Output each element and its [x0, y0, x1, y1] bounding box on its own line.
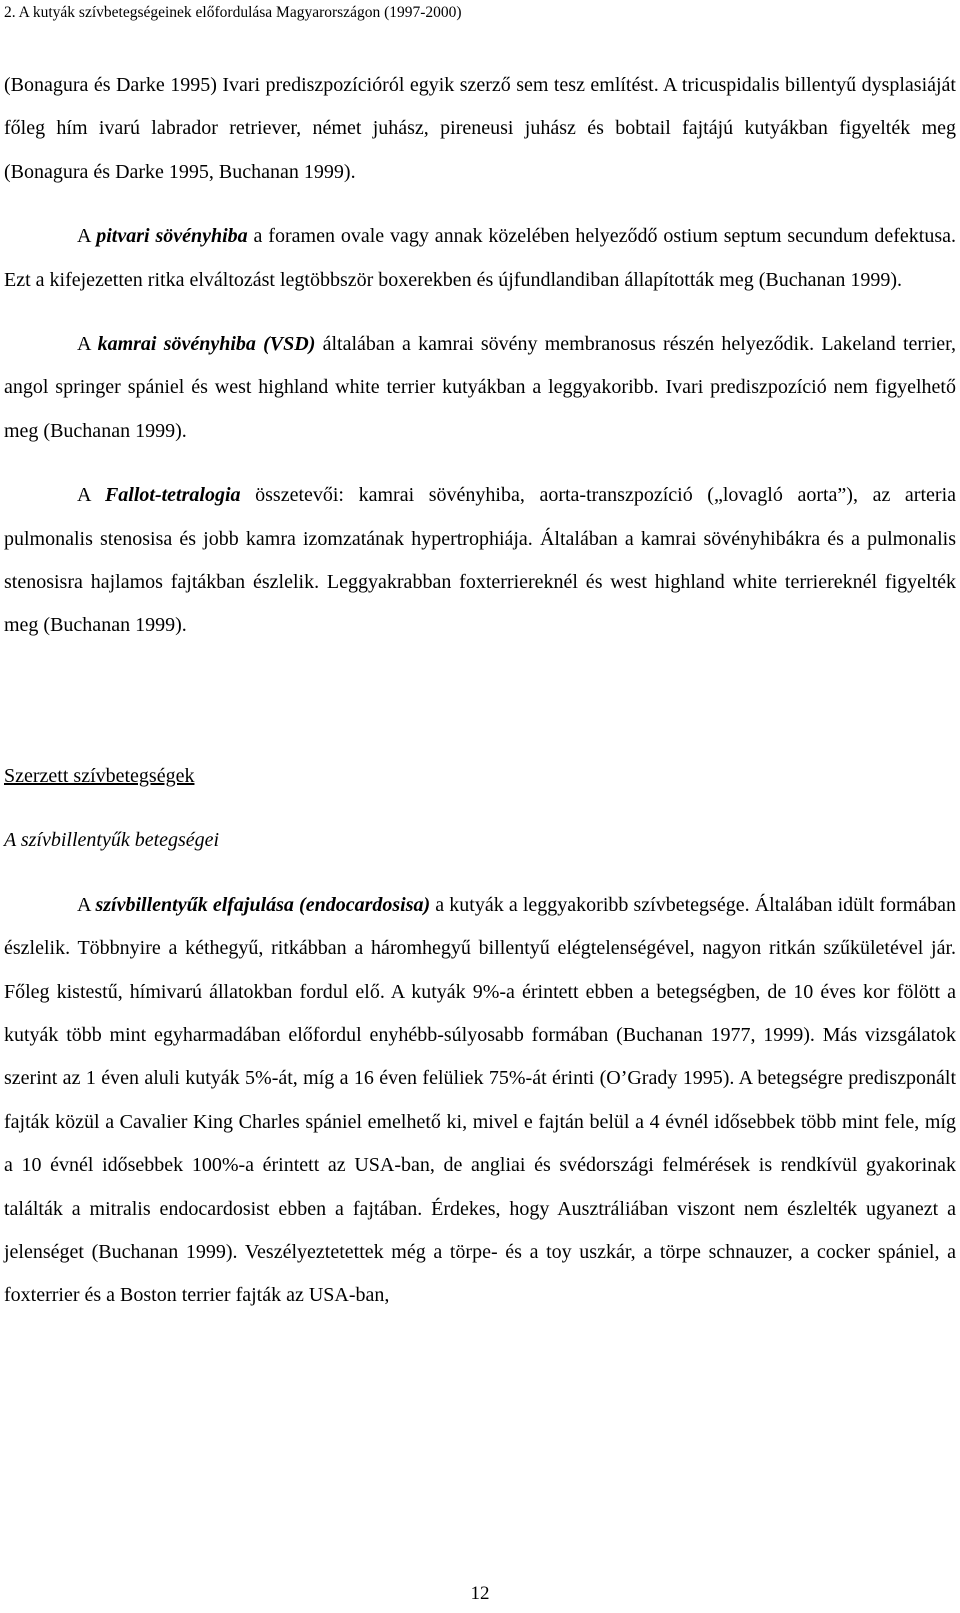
paragraph-lead: A: [77, 893, 96, 916]
page-number: 12: [470, 1583, 490, 1604]
paragraph-lead: A: [77, 484, 105, 507]
paragraph-tricuspid-dysplasia: (Bonagura és Darke 1995) Ivari prediszpozícióról egyik szerző sem tesz említést. A tricuspidalis billentyű dysplasiáját főleg hím ivarú labrador retriever, német juhász, pireneusi juhász és bobtail fajtájú kutyákban figyelték meg (Bonagura és Darke 1995, Buchanan 1999).: [4, 74, 956, 183]
paragraph-lead: A: [77, 225, 97, 248]
paragraph-valve-endocardosis: [4, 884, 956, 1318]
paragraph-lead: A: [77, 333, 98, 356]
paragraph-text: általában a kamrai sövény membranosus részén helyeződik. Lakeland terrier, angol springer spániel és west highland white terrier kutyákban a leggyakoribb. Ivari prediszpozíció nem figyelhető meg (Buchanan 1999).: [4, 333, 957, 442]
term-fallot-tetralogy: Fallot-tetralogia: [104, 484, 241, 507]
section-spacer: [4, 648, 956, 755]
subsection-heading: A szívbillentyűk betegségei: [4, 829, 220, 852]
term-ventricular-septal-defect: kamrai sövényhiba (VSD): [97, 333, 316, 356]
running-header: 2. A kutyák szívbetegségeinek előfordulása Magyarországon (1997-2000): [4, 4, 462, 21]
paragraph-text: a kutyák a leggyakoribb szívbetegsége. Általában idült formában észlelik. Többnyire a kéthegyű, ritkábban a háromhegyű billentyű elégtelenségével, nagyon ritkán szűkületével jár. Főleg kistestű, hímivarú állatokban fordul elő. A kutyák 9%-a érintett ebben a betegségben, de 10 éves kor fölött a kutyák több mint egyharmadában előfordul enyhébb-súlyosabb formában (Buchanan 1977, 1999). Más vizsgálatok szerint az 1 éven aluli kutyák 5%-át, míg a 16 éven felüliek 75%-át érinti (O’Grady 1995). A betegségre prediszponált fajták közül a Cavalier King Charles spániel emelhető ki, mivel e fajtán belül a 4 évnél idősebbek több mint fele, míg a 10 évnél idősebbek 100%-a érintett az USA-ban, de angliai és svédországi felmérések is rendkívül gyakorinak találták a mitralis endocardosist ebben a fajtában. Érdekes, hogy Ausztráliában viszont nem észlelték ugyanezt a jelenséget (Buchanan 1999). Veszélyeztetettek még a törpe- és a toy uszkár, a törpe schnauzer, a cocker spániel, a foxterrier és a Boston terrier fajták az USA-ban,: [4, 893, 956, 1307]
paragraph-atrial-septal-defect: [4, 215, 956, 302]
document-body: [4, 64, 956, 1318]
section-heading: Szerzett szívbetegségek: [4, 764, 195, 787]
term-atrial-septal-defect: pitvari sövényhiba: [96, 225, 248, 248]
paragraph-ventricular-septal-defect: [4, 323, 956, 453]
paragraph-text: a foramen ovale vagy annak közelében helyeződő ostium septum secundum defektusa. Ezt a kifejezetten ritka elváltozást legtöbbször boxerekben és újfundlandiban állapították meg (Buchanan 1999).: [4, 225, 957, 291]
paragraph-text: összetevői: kamrai sövényhiba, aorta-transzpozíció („lovagló aorta”), az arteria pulmonalis stenosisa és jobb kamra izomzatának hypertrophiája. Általában a kamrai sövényhibákra és a pulmonalis stenosisra hajlamos fajtákban észlelik. Leggyakrabban foxterriereknél és west highland white terriereknél figyelték meg (Buchanan 1999).: [4, 484, 956, 637]
heading-spacer: [4, 798, 956, 819]
heading-spacer: [4, 863, 956, 884]
paragraph-fallot-tetralogy: [4, 474, 956, 648]
term-valve-endocardosis: szívbillentyűk elfajulása (endocardosisa): [95, 893, 431, 916]
